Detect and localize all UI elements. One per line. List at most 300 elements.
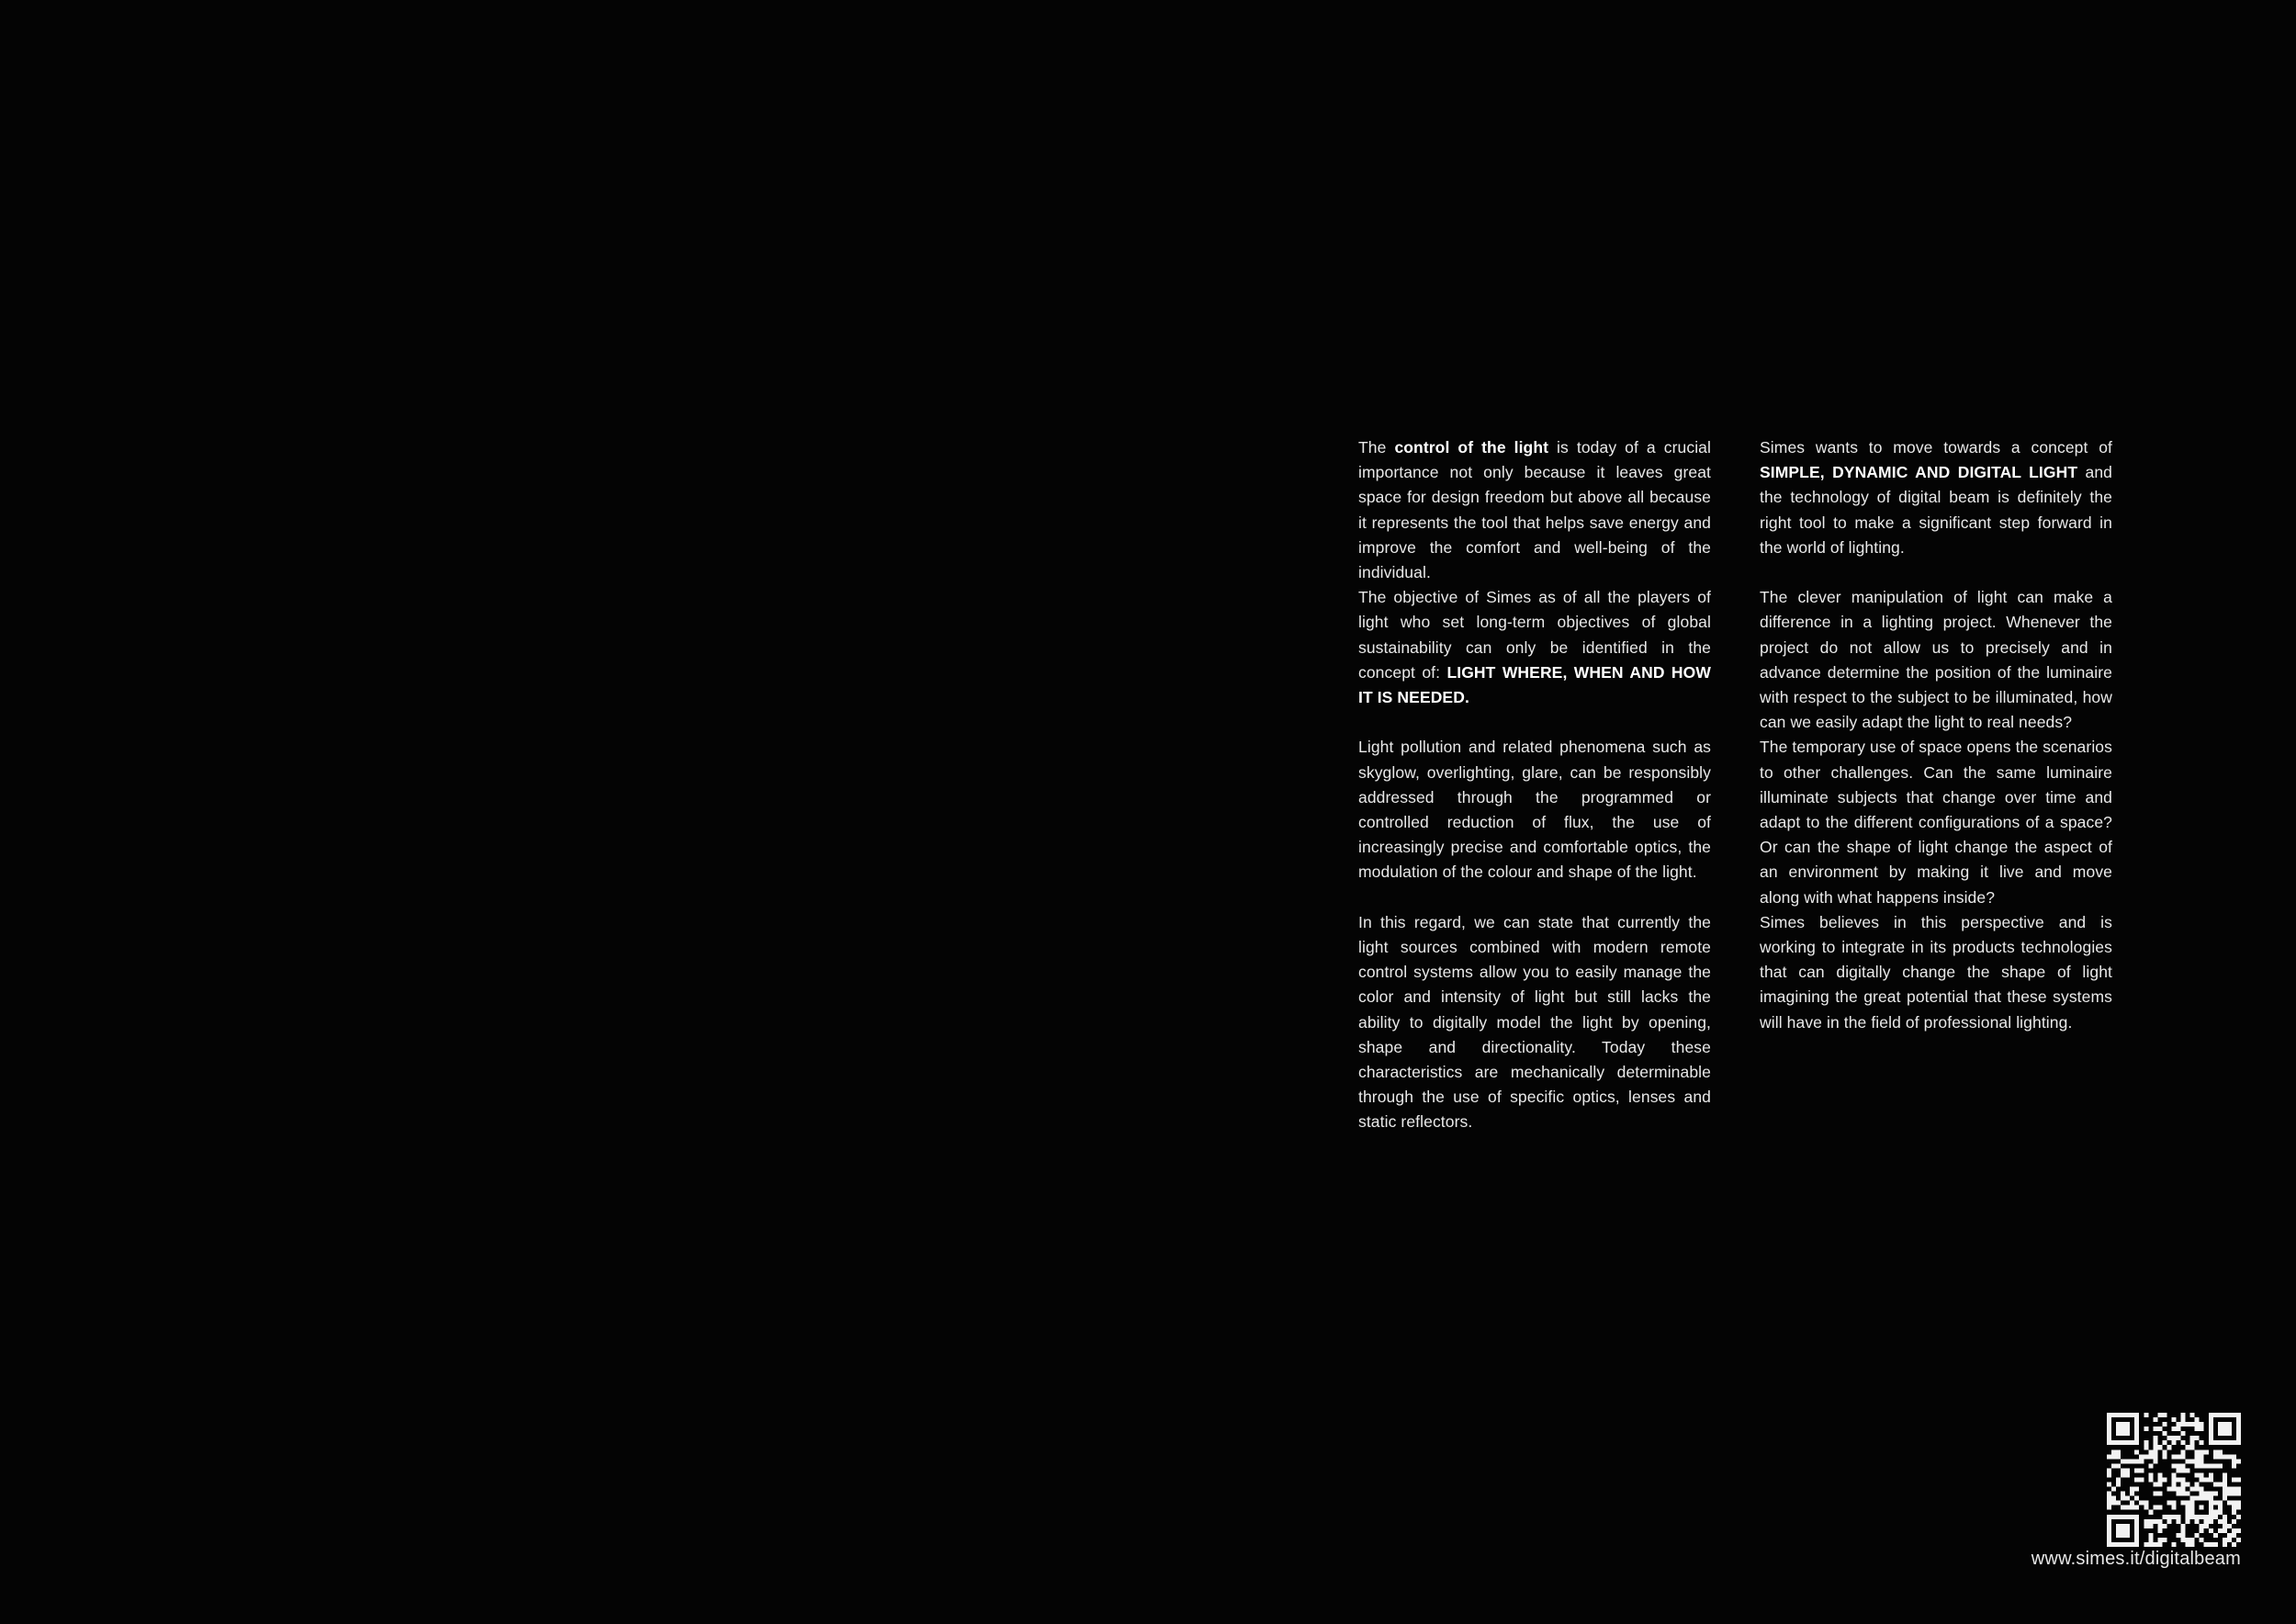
qr-module — [2134, 1436, 2139, 1440]
qr-module — [2181, 1477, 2186, 1482]
qr-module — [2134, 1528, 2139, 1533]
qr-module — [2181, 1483, 2186, 1487]
qr-module — [2204, 1542, 2209, 1547]
qr-module — [2111, 1515, 2116, 1519]
qr-module — [2121, 1515, 2125, 1519]
qr-module — [2232, 1533, 2236, 1538]
qr-module — [2111, 1413, 2116, 1417]
qr-module — [2204, 1449, 2209, 1454]
qr-module — [2218, 1454, 2223, 1459]
qr-code-graphic — [2107, 1413, 2241, 1547]
qr-module — [2218, 1483, 2223, 1487]
qr-module — [2213, 1483, 2218, 1487]
qr-module — [2186, 1492, 2190, 1496]
qr-module — [2107, 1496, 2111, 1501]
qr-module — [2223, 1519, 2227, 1524]
qr-module — [2227, 1533, 2232, 1538]
qr-module — [2107, 1468, 2111, 1472]
qr-module — [2153, 1459, 2157, 1463]
qr-module — [2195, 1417, 2200, 1422]
qr-module — [2195, 1449, 2200, 1454]
qr-module — [2153, 1492, 2157, 1496]
qr-module — [2125, 1440, 2130, 1445]
qr-module — [2227, 1422, 2232, 1427]
website-url[interactable]: www.simes.it/digitalbeam — [2031, 1549, 2241, 1569]
qr-module — [2157, 1506, 2162, 1510]
qr-module — [2171, 1417, 2176, 1422]
qr-module — [2177, 1515, 2181, 1519]
qr-module — [2139, 1477, 2144, 1482]
qr-module — [2162, 1413, 2167, 1417]
qr-module — [2107, 1431, 2111, 1436]
qr-module — [2121, 1431, 2125, 1436]
qr-module — [2121, 1533, 2125, 1538]
qr-module — [2190, 1459, 2195, 1463]
qr-module — [2144, 1501, 2148, 1506]
qr-module — [2227, 1501, 2232, 1506]
qr-module — [2209, 1528, 2213, 1533]
qr-module — [2223, 1477, 2227, 1482]
qr-module — [2157, 1483, 2162, 1487]
qr-module — [2209, 1436, 2213, 1440]
qr-module — [2177, 1492, 2181, 1496]
qr-module — [2209, 1506, 2213, 1510]
qr-module — [2134, 1538, 2139, 1542]
qr-module — [2190, 1538, 2195, 1542]
qr-module — [2218, 1528, 2223, 1533]
qr-module — [2162, 1538, 2167, 1542]
qr-module — [2134, 1468, 2139, 1472]
paragraph-temporary-use: The temporary use of space opens the scenarios to other challenges. Can the same luminaire illuminate subjects that change over time and adapt to the different configurations of a space? Or can the shape of light change the aspect of an environment by making it live and move along with what happens inside? — [1760, 738, 2112, 907]
qr-module — [2195, 1487, 2200, 1492]
qr-module — [2186, 1459, 2190, 1463]
qr-module — [2134, 1515, 2139, 1519]
qr-module — [2116, 1528, 2121, 1533]
qr-module — [2223, 1413, 2227, 1417]
qr-module — [2227, 1440, 2232, 1445]
qr-module — [2195, 1496, 2200, 1501]
qr-module — [2107, 1417, 2111, 1422]
qr-module — [2186, 1538, 2190, 1542]
qr-module — [2153, 1506, 2157, 1510]
qr-module — [2227, 1487, 2232, 1492]
qr-module — [2125, 1427, 2130, 1431]
qr-module — [2218, 1422, 2223, 1427]
qr-module — [2134, 1477, 2139, 1482]
qr-module — [2200, 1449, 2204, 1454]
qr-module — [2209, 1542, 2213, 1547]
qr-module — [2125, 1515, 2130, 1519]
qr-module — [2213, 1454, 2218, 1459]
qr-module — [2171, 1506, 2176, 1510]
qr-module — [2177, 1454, 2181, 1459]
qr-module — [2190, 1496, 2195, 1501]
qr-module — [2195, 1472, 2200, 1477]
highlight-simple-dynamic-digital: SIMPLE, DYNAMIC AND DIGITAL LIGHT — [1760, 463, 2078, 482]
qr-module — [2200, 1524, 2204, 1528]
qr-module — [2232, 1477, 2236, 1482]
qr-module — [2190, 1440, 2195, 1445]
qr-module — [2186, 1422, 2190, 1427]
qr-module — [2236, 1436, 2241, 1440]
qr-module — [2236, 1501, 2241, 1506]
qr-module — [2195, 1459, 2200, 1463]
qr-module — [2130, 1542, 2134, 1547]
qr-module — [2236, 1427, 2241, 1431]
qr-module — [2177, 1468, 2181, 1472]
qr-module — [2177, 1487, 2181, 1492]
qr-module — [2116, 1431, 2121, 1436]
qr-module — [2153, 1449, 2157, 1454]
qr-module — [2130, 1506, 2134, 1510]
qr-module — [2157, 1542, 2162, 1547]
qr-module — [2223, 1440, 2227, 1445]
qr-module — [2223, 1427, 2227, 1431]
qr-module — [2200, 1487, 2204, 1492]
qr-module — [2177, 1533, 2181, 1538]
qr-module — [2148, 1449, 2153, 1454]
qr-module — [2232, 1487, 2236, 1492]
qr-module — [2153, 1440, 2157, 1445]
qr-module — [2236, 1440, 2241, 1445]
qr-module — [2107, 1519, 2111, 1524]
qr-module — [2195, 1427, 2200, 1431]
qr-module — [2107, 1538, 2111, 1542]
qr-module — [2111, 1542, 2116, 1547]
qr-module — [2227, 1492, 2232, 1496]
qr-module — [2144, 1506, 2148, 1510]
qr-module — [2204, 1515, 2209, 1519]
qr-module — [2195, 1515, 2200, 1519]
qr-module — [2144, 1542, 2148, 1547]
qr-module — [2227, 1538, 2232, 1542]
qr-module — [2107, 1524, 2111, 1528]
qr-module — [2232, 1510, 2236, 1515]
qr-module — [2121, 1496, 2125, 1501]
qr-module — [2121, 1459, 2125, 1463]
qr-module — [2190, 1510, 2195, 1515]
qr-module — [2167, 1515, 2171, 1519]
qr-module — [2157, 1538, 2162, 1542]
qr-module — [2236, 1487, 2241, 1492]
qr-module — [2148, 1542, 2153, 1547]
qr-module — [2213, 1449, 2218, 1454]
qr-module — [2121, 1524, 2125, 1528]
qr-module — [2200, 1454, 2204, 1459]
qr-module — [2125, 1524, 2130, 1528]
qr-module — [2232, 1528, 2236, 1533]
qr-module — [2171, 1472, 2176, 1477]
qr-module — [2134, 1506, 2139, 1510]
highlight-light-where-when-how: LIGHT WHERE, WHEN AND HOW IT IS NEEDED. — [1358, 662, 1711, 707]
qr-module — [2209, 1431, 2213, 1436]
qr-module — [2139, 1468, 2144, 1472]
qr-module — [2190, 1515, 2195, 1519]
qr-module — [2171, 1542, 2176, 1547]
qr-module — [2204, 1477, 2209, 1482]
qr-module — [2236, 1459, 2241, 1463]
qr-module — [2116, 1454, 2121, 1459]
qr-module — [2181, 1463, 2186, 1468]
qr-module — [2213, 1533, 2218, 1538]
qr-module — [2167, 1519, 2171, 1524]
qr-module — [2144, 1524, 2148, 1528]
qr-module — [2153, 1436, 2157, 1440]
qr-module — [2200, 1472, 2204, 1477]
qr-module — [2153, 1454, 2157, 1459]
qr-module — [2227, 1427, 2232, 1431]
qr-module — [2213, 1515, 2218, 1519]
qr-module — [2223, 1515, 2227, 1519]
qr-module — [2171, 1463, 2176, 1468]
qr-module — [2121, 1413, 2125, 1417]
qr-module — [2209, 1472, 2213, 1477]
qr-module — [2186, 1542, 2190, 1547]
qr-module — [2236, 1528, 2241, 1533]
qr-module — [2157, 1528, 2162, 1533]
qr-module — [2223, 1542, 2227, 1547]
qr-module — [2227, 1413, 2232, 1417]
qr-module — [2116, 1477, 2121, 1482]
qr-module — [2134, 1542, 2139, 1547]
qr-module — [2130, 1492, 2134, 1496]
qr-module — [2195, 1454, 2200, 1459]
qr-module — [2125, 1413, 2130, 1417]
qr-module — [2116, 1501, 2121, 1506]
qr-module — [2107, 1427, 2111, 1431]
qr-module — [2153, 1519, 2157, 1524]
qr-module — [2116, 1449, 2121, 1454]
qr-module — [2223, 1538, 2227, 1542]
qr-module — [2148, 1538, 2153, 1542]
qr-module — [2116, 1463, 2121, 1468]
qr-module — [2111, 1501, 2116, 1506]
qr-module — [2200, 1506, 2204, 1510]
qr-module — [2107, 1454, 2111, 1459]
qr-module — [2190, 1436, 2195, 1440]
qr-module — [2186, 1483, 2190, 1487]
qr-module — [2171, 1427, 2176, 1431]
qr-module — [2190, 1487, 2195, 1492]
qr-module — [2134, 1496, 2139, 1501]
qr-module — [2162, 1431, 2167, 1436]
text-column-left — [1358, 435, 1711, 1135]
qr-module — [2171, 1487, 2176, 1492]
qr-module — [2148, 1533, 2153, 1538]
qr-module — [2200, 1440, 2204, 1445]
qr-module — [2195, 1436, 2200, 1440]
qr-module — [2107, 1472, 2111, 1477]
qr-module — [2116, 1427, 2121, 1431]
qr-module — [2107, 1533, 2111, 1538]
qr-module — [2190, 1445, 2195, 1449]
qr-module — [2213, 1542, 2218, 1547]
qr-module — [2162, 1449, 2167, 1454]
paragraph-simes-concept: Simes wants to move towards a concept of SIMPLE, DYNAMIC AND DIGITAL LIGHT and the technology of digital beam is definitely the right tool to make a significant step forward in the world of lighting. — [1760, 438, 2112, 557]
qr-module — [2134, 1533, 2139, 1538]
qr-module — [2218, 1510, 2223, 1515]
qr-module — [2195, 1519, 2200, 1524]
qr-module — [2223, 1496, 2227, 1501]
qr-module — [2171, 1440, 2176, 1445]
qr-module — [2148, 1463, 2153, 1468]
qr-module — [2121, 1542, 2125, 1547]
qr-module — [2200, 1496, 2204, 1501]
qr-module — [2177, 1477, 2181, 1482]
qr-module — [2134, 1449, 2139, 1454]
qr-code-icon[interactable] — [2107, 1413, 2241, 1547]
qr-module — [2167, 1436, 2171, 1440]
qr-module — [2121, 1468, 2125, 1472]
qr-module — [2213, 1510, 2218, 1515]
qr-module — [2157, 1492, 2162, 1496]
qr-module — [2148, 1510, 2153, 1515]
qr-module — [2195, 1533, 2200, 1538]
qr-module — [2204, 1496, 2209, 1501]
qr-module — [2134, 1427, 2139, 1431]
qr-module — [2181, 1492, 2186, 1496]
qr-module — [2232, 1440, 2236, 1445]
qr-module — [2218, 1506, 2223, 1510]
qr-module — [2190, 1422, 2195, 1427]
qr-module — [2177, 1427, 2181, 1431]
qr-module — [2171, 1477, 2176, 1482]
qr-module — [2153, 1483, 2157, 1487]
qr-module — [2144, 1413, 2148, 1417]
qr-module — [2130, 1413, 2134, 1417]
qr-module — [2181, 1413, 2186, 1417]
qr-module — [2209, 1463, 2213, 1468]
paragraph-simes-believes: Simes believes in this perspective and is working to integrate in its products technologies that can digitally change the shape of light imagining the great potential that these systems will have in the field of professional lighting. — [1760, 912, 2112, 1032]
qr-module — [2111, 1440, 2116, 1445]
qr-module — [2177, 1519, 2181, 1524]
qr-module — [2186, 1506, 2190, 1510]
qr-module — [2177, 1463, 2181, 1468]
qr-module — [2232, 1506, 2236, 1510]
qr-module — [2204, 1463, 2209, 1468]
qr-module — [2107, 1413, 2111, 1417]
qr-module — [2213, 1413, 2218, 1417]
qr-module — [2167, 1445, 2171, 1449]
qr-module — [2111, 1487, 2116, 1492]
qr-module — [2116, 1440, 2121, 1445]
qr-module — [2213, 1492, 2218, 1496]
qr-module — [2139, 1454, 2144, 1459]
qr-module — [2125, 1542, 2130, 1547]
qr-module — [2232, 1454, 2236, 1459]
qr-module — [2171, 1515, 2176, 1519]
qr-module — [2195, 1483, 2200, 1487]
qr-module — [2223, 1487, 2227, 1492]
qr-module — [2125, 1422, 2130, 1427]
qr-module — [2134, 1519, 2139, 1524]
qr-module — [2200, 1459, 2204, 1463]
paragraph-control-of-light: The control of the light is today of a crucial importance not only because it leaves great space for design freedom but above all because it represents the tool that helps save energy and improve the comfort and well-being of the individual. — [1358, 438, 1712, 582]
qr-module — [2200, 1422, 2204, 1427]
qr-module — [2204, 1492, 2209, 1496]
qr-module — [2186, 1515, 2190, 1519]
qr-module — [2227, 1524, 2232, 1528]
qr-module — [2190, 1413, 2195, 1417]
qr-module — [2130, 1515, 2134, 1519]
qr-module — [2162, 1440, 2167, 1445]
qr-module — [2121, 1440, 2125, 1445]
qr-module — [2177, 1436, 2181, 1440]
qr-module — [2236, 1477, 2241, 1482]
qr-module — [2190, 1542, 2195, 1547]
qr-module — [2209, 1492, 2213, 1496]
qr-module — [2125, 1459, 2130, 1463]
paragraph-in-this-regard: In this regard, we can state that currently the light sources combined with modern remote control systems allow you to easily manage the color and intensity of light but still lacks the ability to digitally model the light by opening, shape and directionality. Today these characteristics are mechanically determinable through the use of specific optics, lenses and static reflectors. — [1358, 912, 1711, 1132]
qr-module — [2227, 1454, 2232, 1459]
qr-module — [2223, 1483, 2227, 1487]
qr-module — [2177, 1422, 2181, 1427]
qr-module — [2209, 1501, 2213, 1506]
qr-module — [2213, 1440, 2218, 1445]
qr-module — [2116, 1413, 2121, 1417]
qr-module — [2236, 1506, 2241, 1510]
qr-module — [2181, 1501, 2186, 1506]
qr-module — [2153, 1445, 2157, 1449]
qr-module — [2121, 1422, 2125, 1427]
qr-module — [2223, 1528, 2227, 1533]
qr-module — [2232, 1492, 2236, 1496]
qr-module — [2181, 1422, 2186, 1427]
qr-module — [2209, 1510, 2213, 1515]
qr-module — [2130, 1501, 2134, 1506]
qr-module — [2107, 1506, 2111, 1510]
qr-module — [2218, 1413, 2223, 1417]
qr-module — [2218, 1449, 2223, 1454]
paragraph-objective: The objective of Simes as of all the players of light who set long-term objectives of global sustainability can only be identified in the concept of: LIGHT WHERE, WHEN AND HOW IT IS NEEDED. — [1358, 588, 1711, 707]
qr-module — [2116, 1515, 2121, 1519]
qr-module — [2144, 1427, 2148, 1431]
qr-module — [2157, 1472, 2162, 1477]
qr-module — [2223, 1524, 2227, 1528]
qr-module — [2153, 1427, 2157, 1431]
qr-module — [2116, 1422, 2121, 1427]
qr-module — [2134, 1417, 2139, 1422]
qr-module — [2200, 1477, 2204, 1482]
qr-module — [2204, 1519, 2209, 1524]
qr-module — [2209, 1519, 2213, 1524]
qr-module — [2107, 1436, 2111, 1440]
qr-module — [2186, 1445, 2190, 1449]
qr-module — [2190, 1501, 2195, 1506]
qr-module — [2116, 1542, 2121, 1547]
qr-module — [2218, 1501, 2223, 1506]
qr-module — [2125, 1528, 2130, 1533]
qr-module — [2218, 1463, 2223, 1468]
qr-module — [2162, 1454, 2167, 1459]
qr-module — [2218, 1519, 2223, 1524]
qr-module — [2181, 1468, 2186, 1472]
qr-module — [2139, 1501, 2144, 1506]
qr-module — [2171, 1483, 2176, 1487]
highlight-control-of-light: control of the light — [1394, 438, 1549, 457]
qr-module — [2186, 1468, 2190, 1472]
qr-module — [2181, 1524, 2186, 1528]
qr-module — [2148, 1524, 2153, 1528]
qr-module — [2121, 1506, 2125, 1510]
qr-module — [2162, 1515, 2167, 1519]
qr-module — [2167, 1487, 2171, 1492]
qr-module — [2218, 1431, 2223, 1436]
qr-module — [2162, 1422, 2167, 1427]
qr-module — [2111, 1496, 2116, 1501]
qr-module — [2236, 1515, 2241, 1519]
qr-module — [2181, 1454, 2186, 1459]
